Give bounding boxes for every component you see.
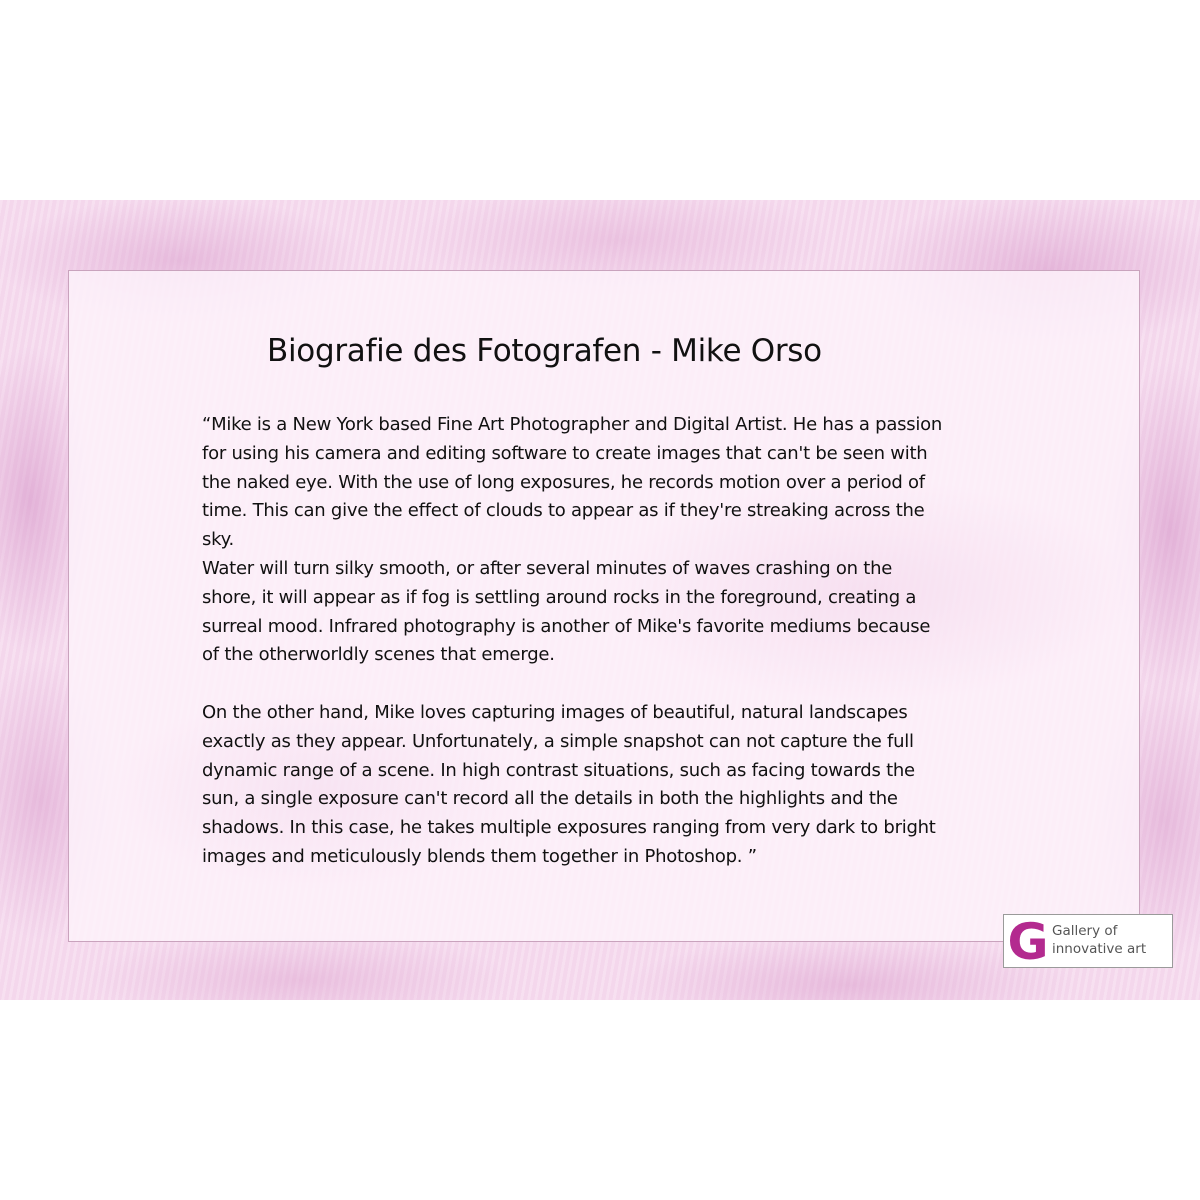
text-line: exactly as they appear. Unfortunately, a simple snapshot can not capture the full — [202, 730, 914, 752]
text-line: sun, a single exposure can't record all the details in both the highlights and the — [202, 788, 898, 810]
biography-panel — [68, 270, 1140, 942]
text-line: the naked eye. With the use of long exposures, he records motion over a period of — [202, 471, 925, 493]
text-line: Water will turn silky smooth, or after several minutes of waves crashing on the — [202, 557, 893, 579]
text-line: “Mike is a New York based Fine Art Photographer and Digital Artist. He has a passion — [202, 414, 943, 435]
text-line: dynamic range of a scene. In high contrast situations, such as facing towards the — [202, 759, 915, 781]
text-line: for using his camera and editing software to create images that can't be seen with — [202, 442, 928, 464]
text-line: shore, it will appear as if fog is settling around rocks in the foreground, creating a — [202, 586, 917, 608]
text-line: surreal mood. Infrared photography is another of Mike's favorite mediums because — [202, 615, 931, 637]
text-line: sky. — [202, 529, 234, 551]
text-line: On the other hand, Mike loves capturing images of beautiful, natural landscapes — [202, 701, 908, 723]
text-line: images and meticulously blends them together in Photoshop. ” — [202, 845, 757, 867]
logo-line-1: Gallery of — [1052, 923, 1118, 939]
gallery-logo-text — [1052, 922, 1146, 958]
page-title: Biografie des Fotografen - Mike Orso — [267, 333, 822, 369]
pink-watercolor-banner — [0, 200, 1200, 1000]
gallery-logo — [1003, 913, 1173, 971]
logo-line-2: innovative art — [1052, 941, 1147, 957]
text-line: shadows. In this case, he takes multiple exposures ranging from very dark to bright — [202, 817, 936, 839]
text-line: time. This can give the effect of clouds to appear as if they're streaking across the — [202, 500, 925, 522]
gallery-logo-g-icon: G — [1007, 913, 1049, 971]
text-line: of the otherworldly scenes that emerge. — [202, 644, 555, 666]
biography-text — [202, 411, 1062, 872]
